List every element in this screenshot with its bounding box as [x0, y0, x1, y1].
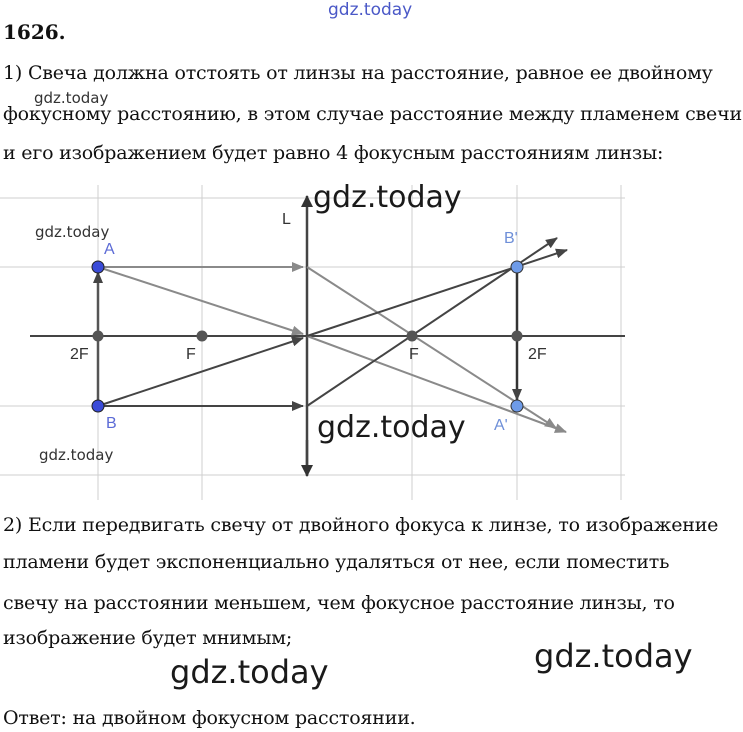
- answer-text: Ответ: на двойном фокусном расстоянии.: [3, 707, 416, 729]
- point-2f-right: [512, 331, 523, 342]
- label-2f-right: 2F: [528, 346, 547, 363]
- label-2f-left: 2F: [70, 346, 89, 363]
- point-f-left: [197, 331, 208, 342]
- watermark-diagram-bottom: gdz.today: [39, 446, 114, 464]
- label-b-image: B': [504, 230, 518, 247]
- label-f-left: F: [186, 346, 196, 363]
- paragraph2-line-1: 2) Если передвигать свечу от двойного фокуса к линзе, то изображение: [3, 514, 719, 536]
- watermark-bottom-left: gdz.today: [170, 653, 329, 691]
- label-a: A: [104, 241, 115, 258]
- paragraph2-line-3: свечу на расстоянии меньшем, чем фокусное расстояние линзы, то: [3, 592, 675, 614]
- paragraph2-line-4: изображение будет мнимым;: [3, 627, 293, 649]
- paragraph2-line-2: пламени будет экспоненциально удаляться от нее, если поместить: [3, 551, 670, 573]
- watermark-para1: gdz.today: [34, 89, 109, 107]
- label-lens: L: [282, 211, 291, 228]
- point-b: [92, 400, 104, 412]
- point-a-image: [511, 400, 523, 412]
- watermark-diagram-mid: gdz.today: [317, 410, 466, 445]
- watermark-diagram-left: gdz.today: [35, 223, 110, 241]
- label-b: B: [106, 415, 117, 432]
- rays-dark: [98, 238, 567, 406]
- point-a: [92, 261, 104, 273]
- watermark-top: gdz.today: [328, 0, 413, 20]
- watermark-bottom-right: gdz.today: [534, 637, 693, 675]
- paragraph1-line-1: 1) Свеча должна отстоять от линзы на расстояние, равное ее двойному: [3, 62, 713, 84]
- label-a-image: A': [494, 417, 508, 434]
- problem-number: 1626.: [3, 20, 66, 44]
- point-b-image: [511, 261, 523, 273]
- label-f-right: F: [409, 346, 419, 363]
- point-2f-left: [93, 331, 104, 342]
- paragraph1-line-3: и его изображением будет равно 4 фокусным расстояниям линзы:: [3, 142, 664, 164]
- paragraph1-line-2: фокусному расстоянию, в этом случае расстояние между пламенем свечи: [3, 103, 742, 125]
- rays-light: [98, 267, 566, 432]
- watermark-diagram-top: gdz.today: [313, 180, 462, 215]
- point-f-right: [407, 331, 418, 342]
